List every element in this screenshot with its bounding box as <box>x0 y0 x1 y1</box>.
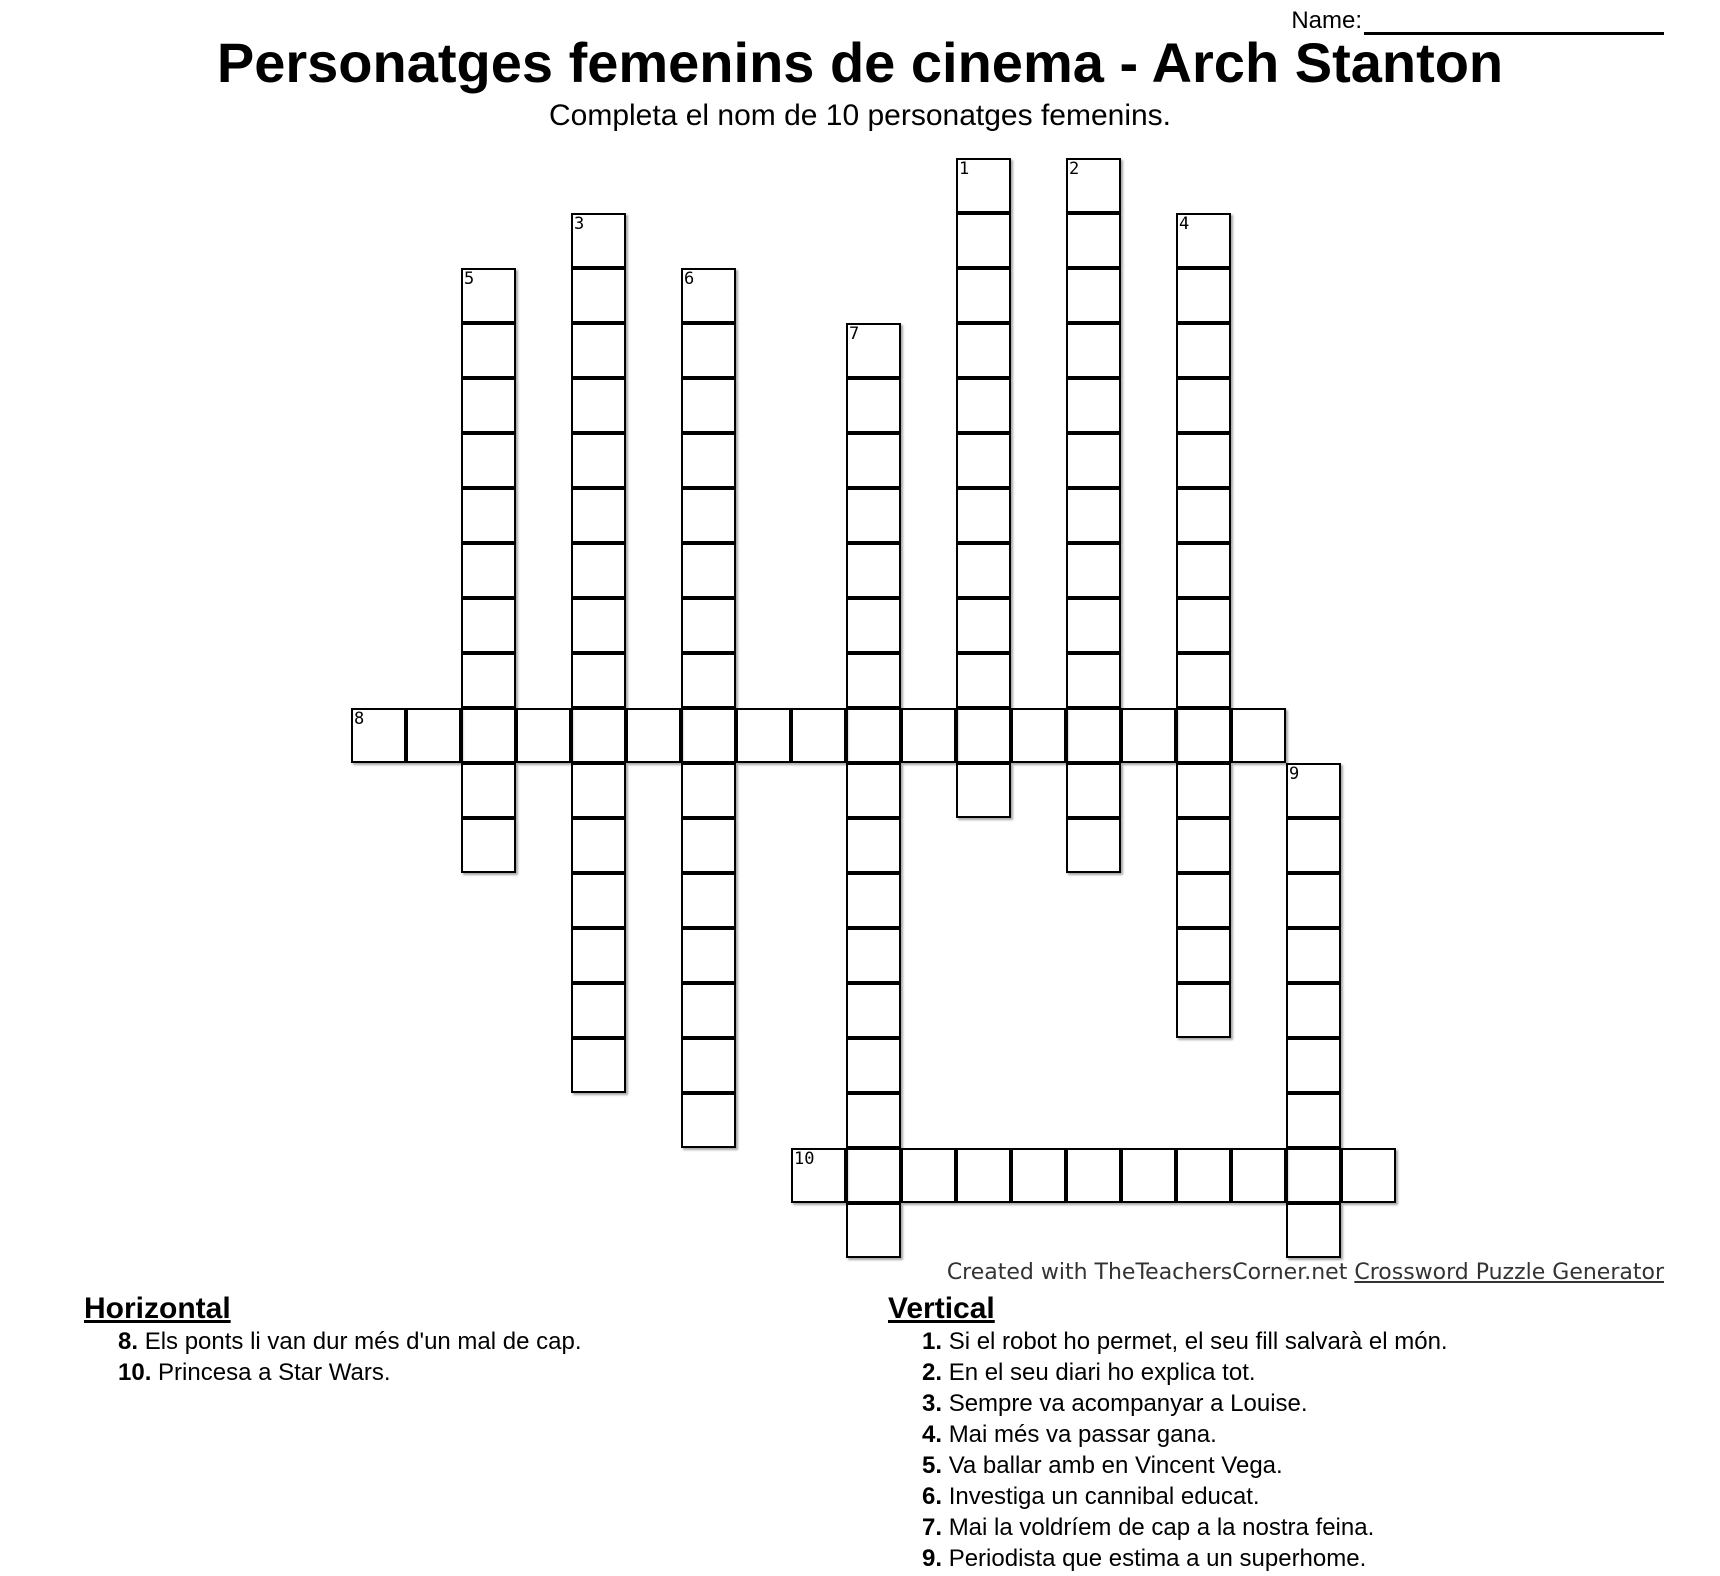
crossword-cell[interactable] <box>846 488 901 543</box>
crossword-cell[interactable] <box>571 1038 626 1093</box>
clue-number: 9. <box>922 1545 943 1572</box>
crossword-cell[interactable] <box>1066 818 1121 873</box>
clue-number: 10. <box>118 1359 152 1386</box>
crossword-cell[interactable] <box>846 873 901 928</box>
page-subtitle: Completa el nom de 10 personatges femenins. <box>548 99 1172 132</box>
crossword-cell[interactable] <box>956 653 1011 708</box>
crossword-cell[interactable] <box>846 708 901 763</box>
crossword-cell[interactable] <box>1121 1148 1176 1203</box>
cell-number: 7 <box>849 324 860 344</box>
crossword-cell[interactable] <box>1176 818 1231 873</box>
crossword-cell[interactable] <box>1066 378 1121 433</box>
crossword-cell[interactable] <box>1176 433 1231 488</box>
crossword-cell[interactable] <box>681 818 736 873</box>
vertical-heading: Vertical <box>888 1292 995 1325</box>
crossword-cell[interactable] <box>681 598 736 653</box>
cell-number: 9 <box>1289 764 1300 784</box>
crossword-cell[interactable] <box>681 653 736 708</box>
clue-text: Periodista que estima a un superhome. <box>948 1545 1367 1572</box>
crossword-cell[interactable] <box>681 983 736 1038</box>
clue-number: 3. <box>922 1390 943 1417</box>
crossword-cell[interactable] <box>461 433 516 488</box>
crossword-cell[interactable] <box>1286 873 1341 928</box>
crossword-cell[interactable] <box>1066 1148 1121 1203</box>
clue-number: 6. <box>922 1483 943 1510</box>
crossword-cell[interactable] <box>571 598 626 653</box>
crossword-cell[interactable] <box>1121 708 1176 763</box>
cell-number: 4 <box>1179 214 1190 234</box>
crossword-cell[interactable] <box>571 873 626 928</box>
crossword-cell[interactable] <box>1286 763 1341 818</box>
crossword-cell[interactable] <box>461 763 516 818</box>
clue-text: Va ballar amb en Vincent Vega. <box>948 1452 1283 1479</box>
clue-item <box>922 1419 1448 1450</box>
crossword-cell[interactable] <box>1066 268 1121 323</box>
credit-prefix: Created with TheTeachersCorner.net <box>946 1260 1348 1285</box>
crossword-cell[interactable] <box>571 763 626 818</box>
crossword-cell[interactable] <box>1176 983 1231 1038</box>
crossword-cell[interactable] <box>1286 983 1341 1038</box>
crossword-cell[interactable] <box>1176 928 1231 983</box>
crossword-cell[interactable] <box>1066 213 1121 268</box>
crossword-cell[interactable] <box>1011 708 1066 763</box>
clue-item <box>922 1512 1448 1543</box>
crossword-cell[interactable] <box>1176 873 1231 928</box>
crossword-cell[interactable] <box>571 928 626 983</box>
crossword-cell[interactable] <box>681 873 736 928</box>
crossword-cell[interactable] <box>736 708 791 763</box>
clue-item <box>118 1326 582 1357</box>
cell-number: 10 <box>794 1149 815 1169</box>
crossword-cell[interactable] <box>571 378 626 433</box>
crossword-cell[interactable] <box>681 763 736 818</box>
crossword-cell[interactable] <box>846 378 901 433</box>
clue-text: Mai més va passar gana. <box>948 1421 1217 1448</box>
crossword-cell[interactable] <box>681 488 736 543</box>
crossword-cell[interactable] <box>846 598 901 653</box>
crossword-cell[interactable] <box>461 598 516 653</box>
crossword-cell[interactable] <box>681 1038 736 1093</box>
clue-number: 4. <box>922 1421 943 1448</box>
crossword-cell[interactable] <box>461 488 516 543</box>
crossword-cell[interactable] <box>1176 543 1231 598</box>
crossword-cell[interactable] <box>406 708 461 763</box>
crossword-cell[interactable] <box>681 433 736 488</box>
crossword-cell[interactable] <box>681 928 736 983</box>
crossword-cell[interactable] <box>1176 598 1231 653</box>
crossword-cell[interactable] <box>1176 213 1231 268</box>
clue-number: 8. <box>118 1328 139 1355</box>
clue-number: 1. <box>922 1328 943 1355</box>
crossword-cell[interactable] <box>956 158 1011 213</box>
crossword-cell[interactable] <box>1176 1148 1231 1203</box>
crossword-cell[interactable] <box>681 543 736 598</box>
crossword-cell[interactable] <box>1066 323 1121 378</box>
crossword-cell[interactable] <box>681 323 736 378</box>
crossword-cell[interactable] <box>1066 488 1121 543</box>
crossword-cell[interactable] <box>681 268 736 323</box>
crossword-cell[interactable] <box>1286 1148 1341 1203</box>
crossword-cell[interactable] <box>956 708 1011 763</box>
crossword-cell[interactable] <box>1066 433 1121 488</box>
crossword-cell[interactable] <box>846 653 901 708</box>
crossword-cell[interactable] <box>956 433 1011 488</box>
clue-item <box>922 1450 1448 1481</box>
crossword-cell[interactable] <box>956 378 1011 433</box>
crossword-cell[interactable] <box>956 488 1011 543</box>
crossword-cell[interactable] <box>1286 1093 1341 1148</box>
crossword-cell[interactable] <box>571 708 626 763</box>
name-label: Name: <box>1291 7 1362 34</box>
clue-number: 2. <box>922 1359 943 1386</box>
clue-text: Si el robot ho permet, el seu fill salvarà el món. <box>948 1328 1448 1355</box>
crossword-cell[interactable] <box>571 653 626 708</box>
crossword-cell[interactable] <box>1176 653 1231 708</box>
cell-number: 8 <box>354 709 365 729</box>
crossword-cell[interactable] <box>571 323 626 378</box>
crossword-cell[interactable] <box>1286 818 1341 873</box>
clue-item <box>922 1326 1448 1357</box>
crossword-cell[interactable] <box>846 1093 901 1148</box>
clue-number: 5. <box>922 1452 943 1479</box>
crossword-cell[interactable] <box>1286 1203 1341 1258</box>
crossword-cell[interactable] <box>1231 708 1286 763</box>
crossword-cell[interactable] <box>1286 928 1341 983</box>
crossword-cell[interactable] <box>1066 158 1121 213</box>
crossword-generator-link[interactable]: Crossword Puzzle Generator <box>1354 1260 1664 1285</box>
crossword-cell[interactable] <box>461 268 516 323</box>
crossword-cell[interactable] <box>681 708 736 763</box>
crossword-cell[interactable] <box>1176 323 1231 378</box>
clue-text: Els ponts li van dur més d'un mal de cap. <box>144 1328 582 1355</box>
crossword-cell[interactable] <box>1231 1148 1286 1203</box>
crossword-cell[interactable] <box>846 543 901 598</box>
crossword-cell[interactable] <box>571 543 626 598</box>
crossword-cell[interactable] <box>846 763 901 818</box>
crossword-cell[interactable] <box>791 1148 846 1203</box>
crossword-cell[interactable] <box>461 378 516 433</box>
crossword-cell[interactable] <box>1011 1148 1066 1203</box>
crossword-cell[interactable] <box>1066 598 1121 653</box>
crossword-cell[interactable] <box>846 983 901 1038</box>
crossword-cell[interactable] <box>956 323 1011 378</box>
vertical-clues <box>888 1292 1448 1574</box>
crossword-cell[interactable] <box>351 708 406 763</box>
crossword-cell[interactable] <box>1176 708 1231 763</box>
crossword-cell[interactable] <box>1176 488 1231 543</box>
clue-text: Princesa a Star Wars. <box>158 1359 391 1386</box>
cell-number: 5 <box>464 269 475 289</box>
crossword-cell[interactable] <box>846 433 901 488</box>
crossword-cell[interactable] <box>516 708 571 763</box>
crossword-cell[interactable] <box>571 213 626 268</box>
clue-text: En el seu diari ho explica tot. <box>948 1359 1256 1386</box>
clue-item <box>922 1388 1448 1419</box>
crossword-cell[interactable] <box>846 323 901 378</box>
crossword-cell[interactable] <box>681 378 736 433</box>
crossword-cell[interactable] <box>1176 268 1231 323</box>
crossword-cell[interactable] <box>571 983 626 1038</box>
crossword-cell[interactable] <box>461 543 516 598</box>
crossword-cell[interactable] <box>1176 763 1231 818</box>
crossword-cell[interactable] <box>1341 1148 1396 1203</box>
crossword-cell[interactable] <box>626 708 681 763</box>
cell-number: 1 <box>959 159 970 179</box>
crossword-cell[interactable] <box>956 598 1011 653</box>
crossword-cell[interactable] <box>901 1148 956 1203</box>
crossword-cell[interactable] <box>1066 708 1121 763</box>
clue-item <box>118 1357 582 1388</box>
crossword-cell[interactable] <box>461 323 516 378</box>
crossword-cell[interactable] <box>1066 653 1121 708</box>
crossword-cell[interactable] <box>846 818 901 873</box>
crossword-cell[interactable] <box>791 708 846 763</box>
horizontal-clues <box>84 1292 582 1388</box>
crossword-cell[interactable] <box>956 543 1011 598</box>
crossword-cell[interactable] <box>1176 378 1231 433</box>
crossword-cell[interactable] <box>956 763 1011 818</box>
clue-text: Mai la voldríem de cap a la nostra feina. <box>948 1514 1375 1541</box>
crossword-cell[interactable] <box>571 818 626 873</box>
crossword-cell[interactable] <box>461 653 516 708</box>
clue-item <box>922 1357 1448 1388</box>
crossword-cell[interactable] <box>461 708 516 763</box>
crossword-cell[interactable] <box>846 928 901 983</box>
clue-item <box>922 1543 1448 1574</box>
cell-number: 2 <box>1069 159 1080 179</box>
clue-text: Investiga un cannibal educat. <box>948 1483 1260 1510</box>
crossword-cell[interactable] <box>571 433 626 488</box>
cell-number: 3 <box>574 214 585 234</box>
crossword-cell[interactable] <box>846 1148 901 1203</box>
horizontal-heading: Horizontal <box>84 1292 231 1325</box>
crossword-cell[interactable] <box>1066 543 1121 598</box>
crossword-cell[interactable] <box>571 268 626 323</box>
crossword-cell[interactable] <box>571 488 626 543</box>
crossword-cell[interactable] <box>461 818 516 873</box>
crossword-cell[interactable] <box>1066 763 1121 818</box>
crossword-cell[interactable] <box>956 1148 1011 1203</box>
cell-number: 6 <box>684 269 695 289</box>
clue-number: 7. <box>922 1514 943 1541</box>
credit-line <box>947 1260 1664 1285</box>
page-title: Personatges femenins de cinema - Arch Stanton <box>216 31 1504 94</box>
clue-text: Sempre va acompanyar a Louise. <box>948 1390 1308 1417</box>
crossword-cell[interactable] <box>901 708 956 763</box>
crossword-cell[interactable] <box>956 268 1011 323</box>
crossword-cell[interactable] <box>846 1203 901 1258</box>
crossword-cell[interactable] <box>1286 1038 1341 1093</box>
crossword-cell[interactable] <box>846 1038 901 1093</box>
crossword-cell[interactable] <box>681 1093 736 1148</box>
clue-item <box>922 1481 1448 1512</box>
crossword-cell[interactable] <box>956 213 1011 268</box>
